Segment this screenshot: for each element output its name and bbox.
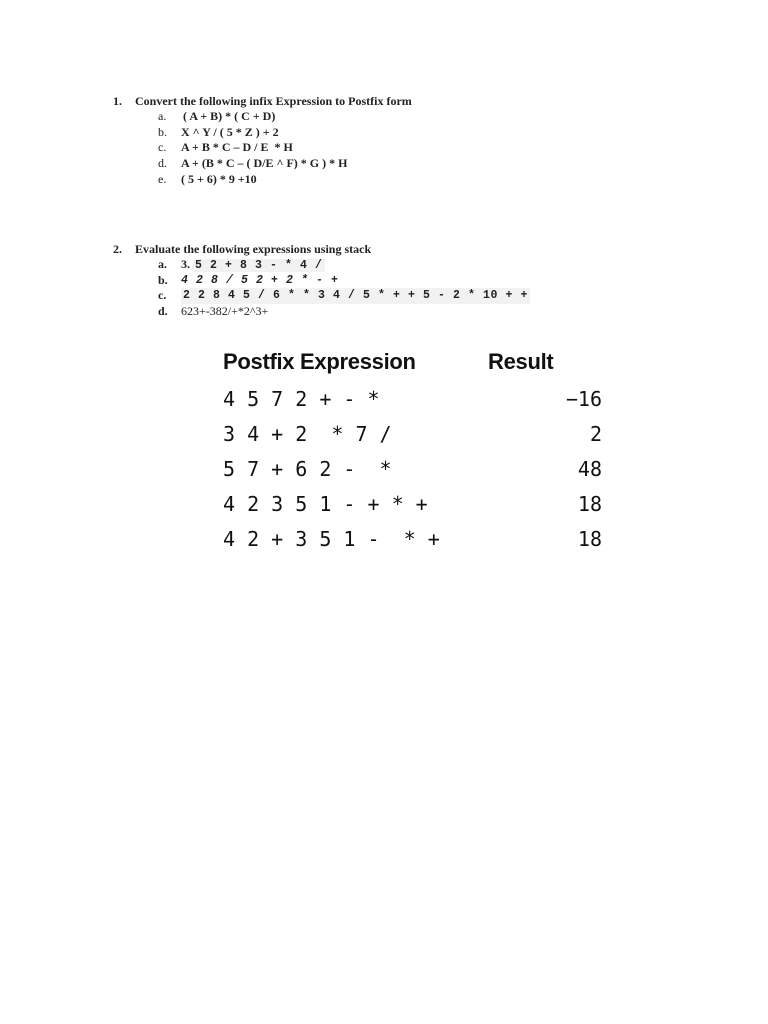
item-label: c. [158, 140, 167, 155]
question-text: Convert the following infix Expression to Postfix form [135, 94, 412, 108]
row-result: 18 [577, 492, 602, 516]
item-label: d. [158, 304, 168, 319]
row-expression: 3 4 + 2 * 7 / [223, 422, 392, 446]
table-header-expression: Postfix Expression [223, 349, 416, 374]
item-expression: 4 2 8 / 5 2 + 2 * - + [181, 273, 339, 287]
item-expression: 623+-382/+*2^3+ [181, 304, 269, 319]
item-expression: A + (B * C – ( D/E ^ F) * G ) * H [181, 156, 348, 171]
postfix-result-table [216, 345, 616, 560]
row-result: 2 [589, 422, 602, 446]
row-expression: 4 5 7 2 + - * [223, 387, 380, 411]
table-row [216, 492, 616, 522]
item-expression [181, 257, 325, 274]
item-expression-prefix: 3. [181, 257, 190, 271]
item-label: e. [158, 171, 167, 186]
item-label: c. [158, 288, 167, 303]
question-number: 1. [113, 94, 122, 108]
item-expression: X ^ Y / ( 5 * Z ) + 2 [181, 124, 279, 139]
item-label: d. [158, 156, 167, 171]
table-row [216, 422, 616, 452]
table-row [216, 387, 616, 417]
item-expression: ( A + B) * ( C + D) [183, 109, 276, 123]
row-result: 48 [577, 457, 602, 481]
row-result: 18 [577, 527, 602, 551]
table-row [216, 457, 616, 487]
item-label: a. [158, 109, 167, 123]
item-expression: A + B * C – D / E * H [181, 140, 293, 155]
item-label: a. [158, 257, 167, 271]
item-expression-code: 5 2 + 8 3 - * 4 / [195, 259, 323, 272]
table-row [216, 527, 616, 557]
item-label: b. [158, 124, 167, 139]
item-expression: ( 5 + 6) * 9 +10 [181, 171, 257, 186]
item-label: b. [158, 272, 168, 287]
row-expression: 5 7 + 6 2 - * [223, 457, 392, 481]
row-result: −16 [565, 387, 602, 411]
row-expression: 4 2 + 3 5 1 - * + [223, 527, 440, 551]
item-expression: 2 2 8 4 5 / 6 * * 3 4 / 5 * + + 5 - 2 * 10 + + [183, 289, 529, 303]
table-header-result: Result [488, 349, 554, 374]
row-expression: 4 2 3 5 1 - + * + [223, 492, 428, 516]
question-number: 2. [113, 242, 122, 256]
question-text: Evaluate the following expressions using stack [135, 242, 372, 256]
